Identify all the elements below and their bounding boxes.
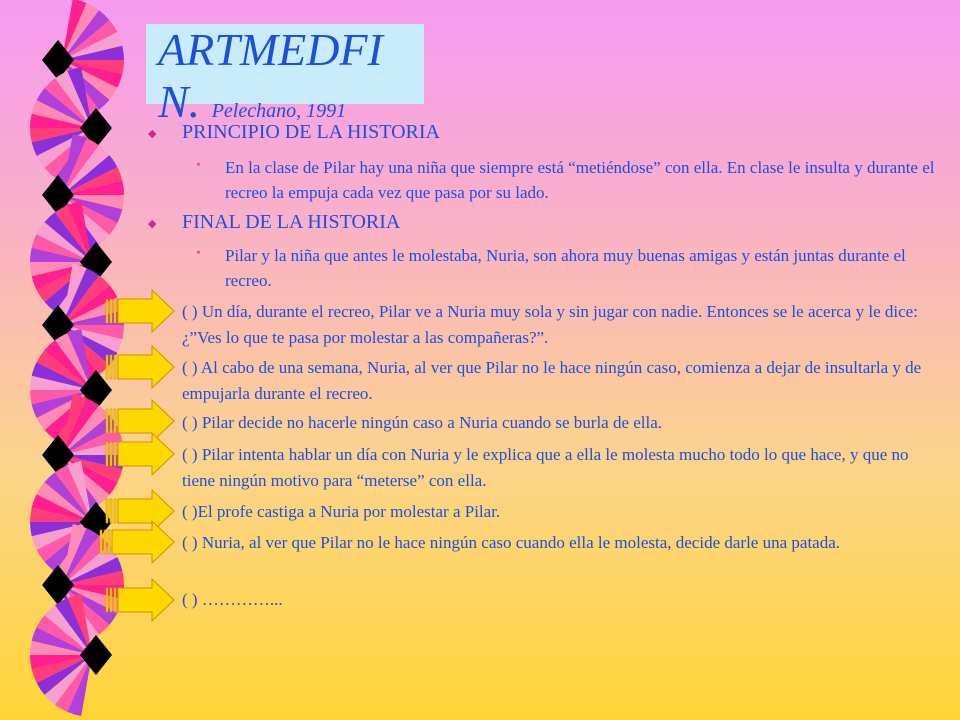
heading-bullet-icon: ◆: [148, 218, 157, 230]
heading-bullet-icon: ◆: [148, 128, 157, 140]
fan-decoration: [0, 0, 180, 720]
story-item-3: ( ) Pilar decide no hacerle ningún caso a Nuria cuando se burla de ella.: [182, 413, 663, 432]
section-heading-final: FINAL DE LA HISTORIA: [182, 211, 401, 233]
story-item-7: ( ) …………...: [182, 590, 283, 609]
title-box: [146, 24, 424, 127]
slide-title: ARTMEDFIN. Pelechano, 1991: [158, 24, 383, 127]
title-subtitle: Pelechano, 1991: [211, 100, 347, 122]
section-body-final: Pilar y la niña que antes le molestaba, Nuria, son ahora muy buenas amigas y están juntas durante el recreo.: [225, 246, 906, 290]
story-item-4: ( ) Pilar intenta hablar un día con Nuria y le explica que a ella le molesta mucho todo lo que hace, y que no tiene ningún motivo para “meterse” con ella.: [182, 445, 909, 490]
story-item-5: ( )El profe castiga a Nuria por molestar a Pilar.: [182, 502, 501, 521]
story-item-6: ( ) Nuria, al ver que Pilar no le hace ningún caso cuando ella le molesta, decide darle una patada.: [182, 533, 841, 552]
sub-bullet-icon: •: [196, 246, 201, 261]
story-item-1: ( ) Un día, durante el recreo, Pilar ve a Nuria muy sola y sin jugar con nadie. Entonces se le acerca y le dice: ¿”Ves lo que te pasa por molestar a las compañeras?”.: [182, 302, 918, 347]
arrow-icon: [106, 490, 174, 532]
sub-bullet-icon: •: [196, 158, 201, 173]
story-item-2: ( ) Al cabo de una semana, Nuria, al ver que Pilar no le hace ningún caso, comienza a dejar de insultarla y de empujarla durante el recreo.: [182, 358, 922, 403]
section-heading-principio: PRINCIPIO DE LA HISTORIA: [182, 121, 440, 143]
section-body-principio: En la clase de Pilar hay una niña que siempre está “metiéndose” con ella. En clase le insulta y durante el recreo la empuja cada vez que pasa por su lado.: [225, 158, 935, 202]
